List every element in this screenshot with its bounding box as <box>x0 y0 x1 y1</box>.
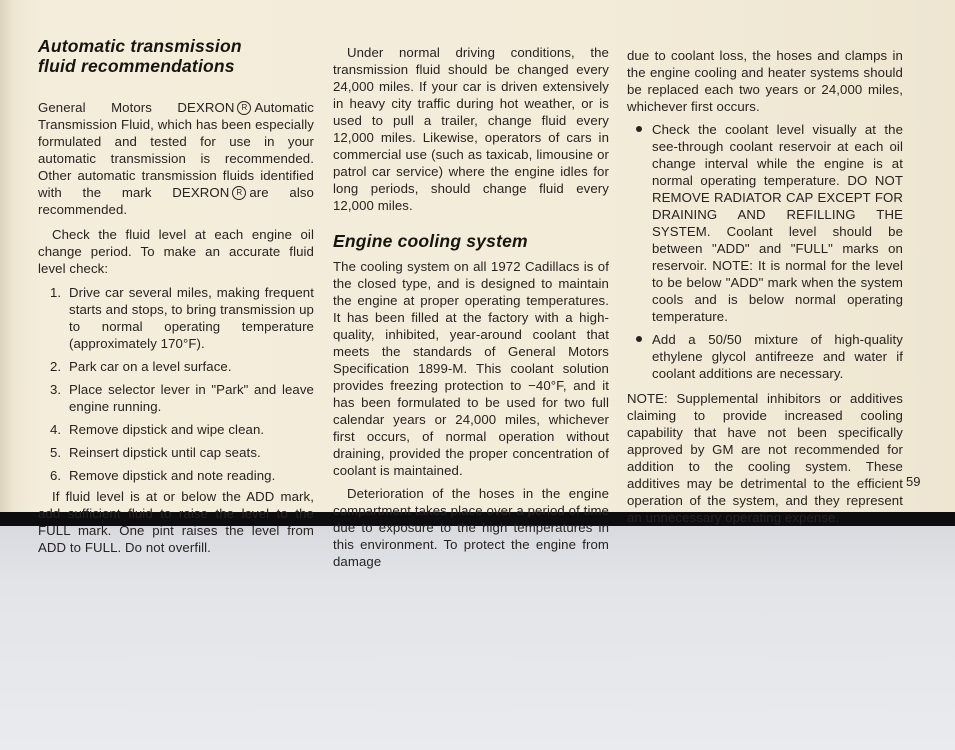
bullet-icon <box>636 126 642 132</box>
add-fluid-paragraph: If fluid level is at or below the ADD mark, add sufficient fluid to raise the level to the FULL mark. One pint raises the level from ADD to FULL. Do not overfill. <box>38 489 314 555</box>
cooling-heading: Engine cooling system <box>333 231 528 251</box>
list-item: 3. Place selector lever in "Park" and leave engine running. <box>50 382 314 414</box>
column-3 <box>627 47 903 526</box>
list-item: 2. Park car on a level surface. <box>50 359 232 374</box>
cooling-paragraph: The cooling system on all 1972 Cadillacs is of the closed type, and is designed to maintain the engine at proper operating temperatures. It has been filled at the factory with a high-quality, inhibited, year-around coolant that meets the standards of General Motors Specification 1899-M. This coolant solution provides freezing protection to −40°F, and it has been formulated to be used for two full calendar years or 24,000 miles, whichever first occurs, of normal operation without draining, provided the proper concentration of coolant is maintained. <box>333 259 609 478</box>
list-item: 1. Drive car several miles, making frequent starts and stops, to bring transmission up to normal operating temperature (approximately 170°F). <box>50 285 314 351</box>
column-1 <box>38 36 314 556</box>
list-item: Add a 50/50 mixture of high-quality ethylene glycol antifreeze and water if coolant additions are necessary. <box>627 331 903 382</box>
dexron-paragraph: General Motors DEXRON R Automatic Transmission Fluid, which has been especially formulated and tested for use in your automatic transmission is recommended. Other automatic transmission fluids identified with the mark DEXRON R are also recommended. <box>38 100 314 217</box>
registered-mark-icon: R <box>237 101 251 115</box>
page-number: 59 <box>906 474 921 489</box>
fluid-check-steps <box>38 284 314 484</box>
check-level-paragraph: Check the fluid level at each engine oil change period. To make an accurate fluid level check: <box>38 227 314 276</box>
column-2 <box>333 44 609 570</box>
list-item: 6. Remove dipstick and note reading. <box>50 468 276 483</box>
hose-paragraph: Deterioration of the hoses in the engine compartment takes place over a period of time due to exposure to the high temperatures in this environment. To protect the engine from damage <box>333 486 609 569</box>
coolant-bullets <box>627 121 903 382</box>
list-item: 4. Remove dipstick and wipe clean. <box>50 422 265 437</box>
list-item: Check the coolant level visually at the see-through coolant reservoir at each oil change interval while the engine is at normal operating temperature. DO NOT REMOVE RADIATOR CAP EXCEPT FOR DRAINING AND REFILLING THE SYSTEM. Coolant level should be between "ADD" and "FULL" marks on reservoir. NOTE: It is normal for the level to be below "ADD" mark when the system cools and is below normal operating temperature. <box>627 121 903 325</box>
transmission-heading: Automatic transmission fluid recommendations <box>38 36 242 76</box>
supplemental-note: NOTE: Supplemental inhibitors or additives claiming to provide increased cooling capability that have not been specifically approved by GM are not recommended for addition to the cooling system. These additives may be detrimental to the efficient operation of the system, and they represent an unnecessary operating expense. <box>627 391 903 525</box>
list-item: 5. Reinsert dipstick until cap seats. <box>50 445 261 460</box>
change-interval-paragraph: Under normal driving conditions, the transmission fluid should be changed every 24,000 miles. If your car is driven extensively in heavy city traffic during hot weather, or is used to pull a trailer, change fluid every 12,000 miles. Likewise, operators of cars in commercial use (such as taxicab, limousine or patrol car service) where the engine idles for long periods, should change fluid every 12,000 miles. <box>333 45 609 213</box>
hose-continued-paragraph: due to coolant loss, the hoses and clamps in the engine cooling and heater systems should be replaced each two years or 24,000 miles, whichever first occurs. <box>627 48 903 114</box>
bullet-icon <box>636 336 642 342</box>
registered-mark-icon: R <box>232 186 246 200</box>
